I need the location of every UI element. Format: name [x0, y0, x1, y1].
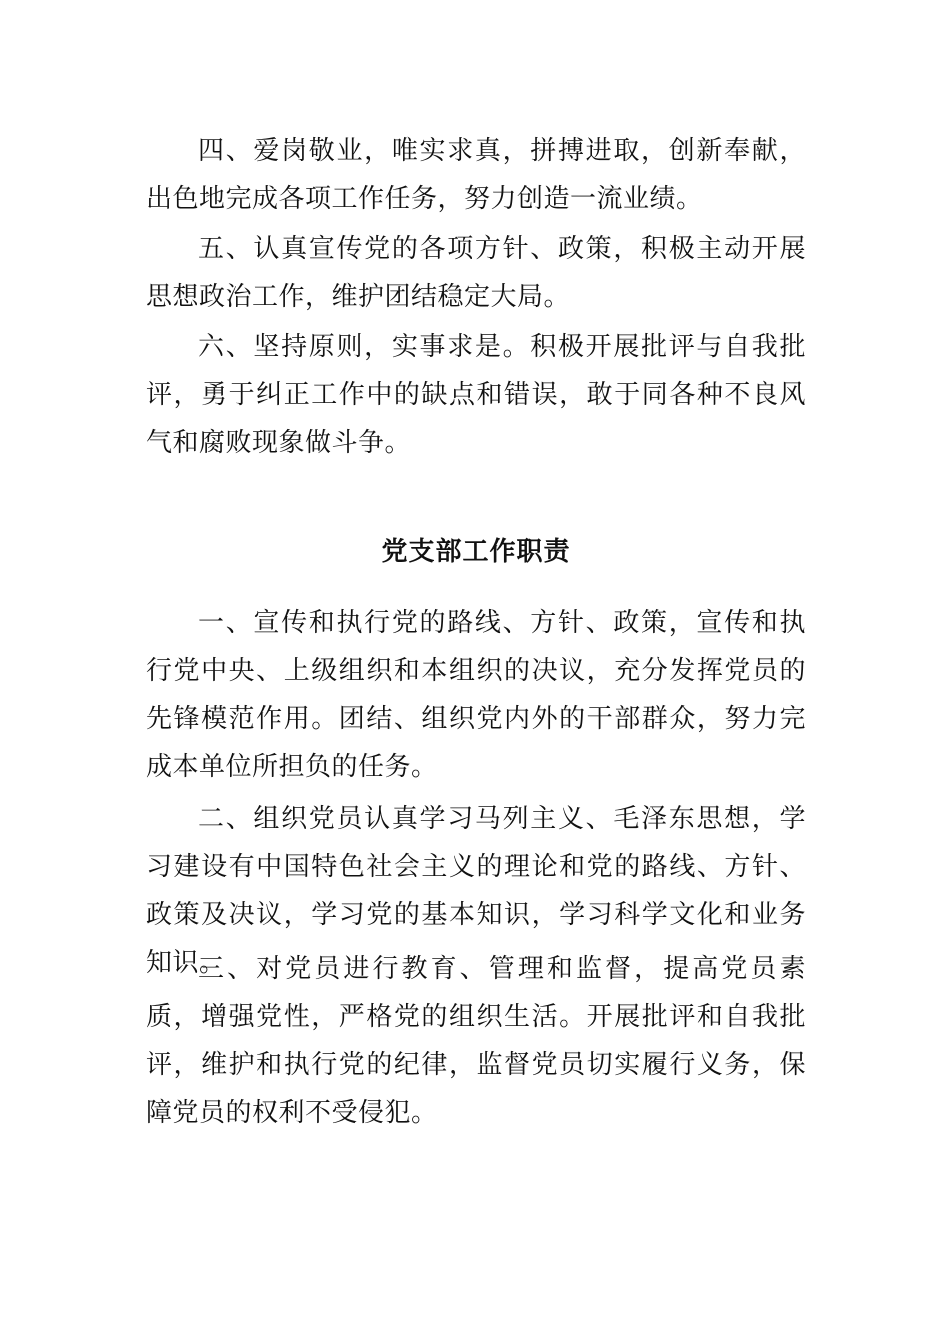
- paragraph-duty-5: 五、认真宣传党的各项方针、政策，积极主动开展思想政治工作，维护团结稳定大局。: [146, 234, 806, 312]
- paragraph-branch-duty-2: 二、组织党员认真学习马列主义、毛泽东思想，学习建设有中国特色社会主义的理论和党的路线、方针、政策及决议，学习党的基本知识，学习科学文化和业务知识。: [146, 804, 806, 978]
- paragraph-duty-4: 四、爱岗敬业，唯实求真，拼搏进取，创新奉献，出色地完成各项工作任务，努力创造一流业绩。: [146, 136, 806, 214]
- paragraph-branch-duty-1: 一、宣传和执行党的路线、方针、政策，宣传和执行党中央、上级组织和本组织的决议，充分发挥党员的先锋模范作用。团结、组织党内外的干部群众，努力完成本单位所担负的任务。: [146, 608, 806, 782]
- paragraph-duty-6: 六、坚持原则，实事求是。积极开展批评与自我批评，勇于纠正工作中的缺点和错误，敢于同各种不良风气和腐败现象做斗争。: [146, 332, 806, 458]
- section-title: 党支部工作职责: [381, 537, 571, 567]
- paragraph-branch-duty-3: 三、对党员进行教育、管理和监督，提高党员素质，增强党性，严格党的组织生活。开展批评和自我批评，维护和执行党的纪律，监督党员切实履行义务，保障党员的权利不受侵犯。: [146, 954, 806, 1128]
